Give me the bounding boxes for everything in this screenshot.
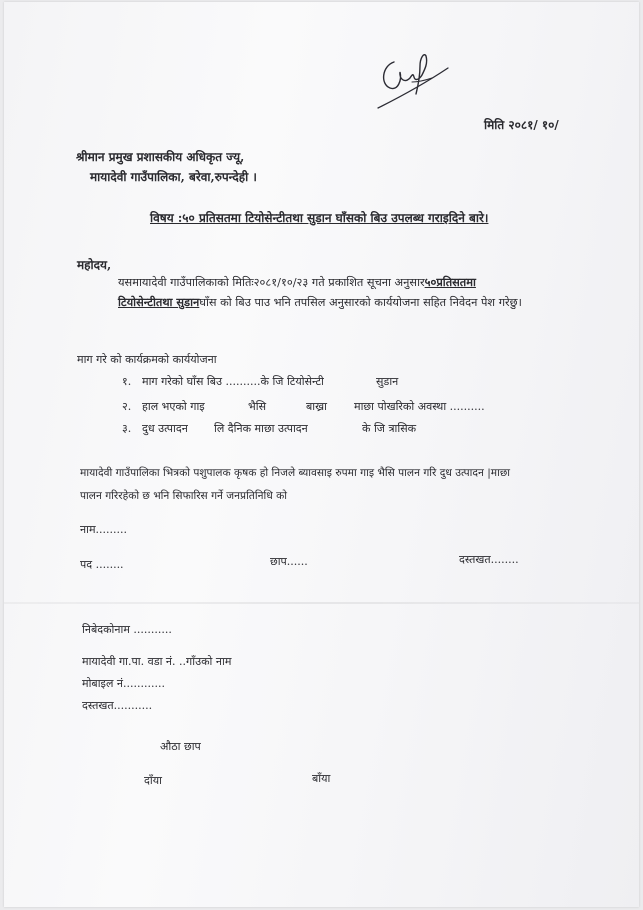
applicant-name-field: निबेदकोनाम ........... xyxy=(82,623,172,636)
recommendation-line-2: पालन गरिरहेको छ भनि सिफारिस गर्ने जनप्रतिनिधि को xyxy=(80,490,287,502)
applicant-address-field: मायादेवी गा.पा. वडा नं. ..गाँउको नाम xyxy=(82,655,232,668)
body-text: घाँस को बिउ पाउ भनि तपसिल अनुसारको कार्ययोजना सहित निवेदन पेश गरेछु। xyxy=(199,296,522,309)
rep-post-field: पद ........ xyxy=(80,558,124,571)
thumbprint-heading: औठा छाप xyxy=(160,740,201,753)
applicant-signature-field: दस्तखत........... xyxy=(82,699,153,712)
addressee-line-2: मायादेवी गाउँपालिका, बरेवा,रुपन्देही । xyxy=(90,170,257,184)
item-number: १. xyxy=(122,375,132,388)
item-number: ३. xyxy=(122,422,132,435)
item-col2: भैसि xyxy=(248,400,267,413)
item-col4: माछा पोखरिको अवस्था .......... xyxy=(354,400,485,413)
document-page xyxy=(4,2,639,907)
item-text: दुध उत्पादन xyxy=(142,422,188,435)
item-text: हाल भएको गाइ xyxy=(142,400,205,413)
item-col3: बाख्रा xyxy=(306,400,327,413)
item-extra: सुडान xyxy=(376,375,399,388)
applicant-mobile-field: मोबाइल नं............ xyxy=(82,677,165,690)
body-highlight: टियोसेन्टीतथा सुडान xyxy=(118,295,200,309)
salutation: महोदय, xyxy=(77,258,112,272)
rep-stamp-field: छाप...... xyxy=(270,555,308,568)
subject-line: विषय :५० प्रतिसतमा टियोसेन्टीतथा सुडान घाँसको बिउ उपलब्ध गराइदिने बारे। xyxy=(150,211,489,225)
body-text: यसमायादेवी गाउँपालिकाको मितिः२०८१/१०/२३ गते प्रकाशित सूचना अनुसार xyxy=(118,276,425,289)
handwritten-signature xyxy=(372,48,452,118)
recommendation-line-1: मायादेवी गाउँपालिका भित्रको पशुपालक कृषक हो निजले ब्यावसाइ रुपमा गाइ भैसि पालन गरि दुध उत्पादन |माछा xyxy=(80,467,511,479)
action-plan-heading: माग गरे को कार्यक्रमको कार्ययोजना xyxy=(77,353,217,366)
rep-signature-field: दस्तखत........ xyxy=(459,553,519,566)
date-line: मिति २०८१/ १०/ xyxy=(484,118,559,132)
body-line-2 xyxy=(118,295,522,310)
body-line-1 xyxy=(118,275,476,290)
thumbprint-left-label: बाँया xyxy=(312,772,331,785)
item-text: माग गरेको घाँस बिउ ..........के जि टियोसेन्टी xyxy=(142,375,324,388)
item-col3: के जि त्रासिक xyxy=(362,422,417,435)
rep-name-field: नाम......... xyxy=(80,523,128,536)
thumbprint-right-label: दाँया xyxy=(144,774,162,787)
addressee-line-1: श्रीमान प्रमुख प्रशासकीय अधिकृत ज्यू, xyxy=(76,150,245,164)
body-highlight: ५०प्रतिसतमा xyxy=(424,275,476,289)
item-number: २. xyxy=(122,400,132,413)
item-col2: लि दैनिक माछा उत्पादन xyxy=(214,422,308,435)
